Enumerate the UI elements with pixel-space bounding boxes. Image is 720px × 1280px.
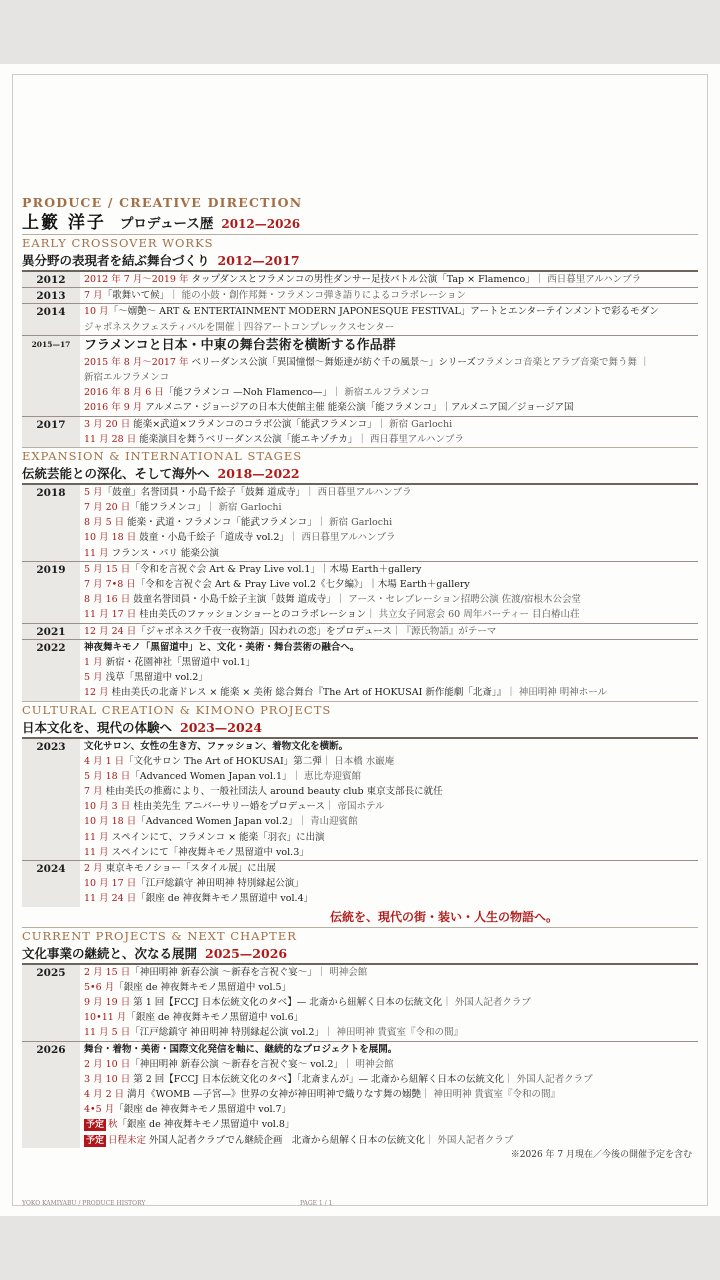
events-cell [80,964,698,1041]
section-years: 2012—2017 [217,253,300,268]
event-line [84,336,698,355]
event-date: 2012 年 7 月～2019 年 [84,274,189,285]
event-title: 「歌舞いて候」 [102,290,170,302]
event-line [84,485,698,500]
event-date: 4•5 月 [84,1104,115,1116]
event-venue: ｜ アース・セレブレーション招聘公演 佐渡/宿根木公会堂 [335,594,581,606]
event-line [84,655,698,670]
event-title: フラメンコと日本・中東の舞台芸術を横断する作品群 [84,337,396,353]
event-date: 4 月 1 日 [84,755,125,767]
event-line [84,876,698,891]
event-title: 「～嫋艶～ ART & ENTERTAINMENT MODERN JAPONESQUE FESTIVAL」アートとエンターテインメントで彩るモダン [108,306,659,318]
event-date: 9 月 19 日 [84,996,131,1008]
event-line [84,1072,698,1087]
footnote: ※2026 年 7 月現在／今後の開催予定を含む [510,1149,692,1160]
event-line [84,769,698,784]
timeline-row [22,738,698,861]
event-line [84,304,698,319]
event-title: 桂由美氏の推薦により、一般社団法人 around beauty club 東京支部長に就任 [102,786,443,798]
event-title: 能楽×武道×フラメンコのコラボ公演「能武フラメンコ」 [130,418,377,430]
event-date: 10 月 3 日 [84,801,131,813]
event-venue: ｜ 新宿 Garlochi [376,418,453,430]
section-heading: CULTURAL CREATION & KIMONO PROJECTS [22,701,698,718]
event-title: 「鼓童」名誉団員・小島千絵子「鼓舞 道成寺」 [102,486,306,498]
events-cell [80,639,698,700]
event-venue: ｜ 帝国ホテル [325,801,385,813]
events-cell [80,738,698,861]
event-line [84,577,698,592]
event-line [84,1025,698,1040]
event-date: 3 月 20 日 [84,418,131,430]
event-date: 11 月 [84,831,109,843]
section-subtitle [22,718,698,737]
document-title [22,212,698,234]
year-cell: 2014 [22,304,80,335]
year-cell: 2019 [22,561,80,623]
event-title: アルメニア・ジョージアの日本大使館主催 能楽公演「能フラメンコ」｜アルメニア国／ジョージア国 [142,402,574,414]
event-venue: フラメンコ音楽とアラブ音楽で舞う舞 ｜ [475,356,650,368]
event-date: 2016 年 8 月 6 日 [84,387,164,399]
events-cell [80,861,698,907]
timeline-row [22,335,698,416]
event-date: 10 月 [84,306,109,318]
event-venue: ｜ 西日暮里アルハンブラ [357,433,464,445]
event-line [84,640,698,655]
event-line [84,1102,698,1117]
event-line [84,861,698,876]
event-line [84,624,698,639]
section-subtitle [22,464,698,483]
event-line [84,385,698,400]
timeline-row [22,484,698,561]
planned-badge: 予定 [86,1120,105,1131]
event-date: 12 月 24 日 [84,625,137,637]
event-title: スペインにて「神夜舞キモノ黒留道中 vol.3」 [108,846,309,858]
timeline-table [22,270,698,447]
event-date: 5 月 [84,672,103,684]
event-title: 「神田明神 新春公演 ～新春を言祝ぐ宴～」 [130,966,317,978]
document-subtitle: プロデュース歴 [119,216,214,232]
event-date: 5 月 18 日 [84,770,131,782]
event-line [84,562,698,577]
event-line [84,1042,698,1057]
event-title: 「銀座 de 神夜舞キモノ黒留道中 vol.8」 [117,1119,295,1131]
event-venue: ｜ 外国人記者クラブ [504,1073,593,1085]
event-date: 1 月 [84,656,103,668]
event-venue: ｜ 西日暮里アルハンブラ [305,486,412,498]
event-venue: ｜ 能の小鼓・創作邦舞・フラメンコ弾き語りによるコラボレーション [169,290,466,302]
year-cell: 2015—17 [22,335,80,416]
event-title: 「能フラメンコ」 [130,502,206,514]
event-date: 10 月 17 日 [84,878,137,890]
event-line [84,355,698,370]
event-line [84,530,698,545]
event-venue: ｜ 神田明神 明神ホール [506,687,608,699]
timeline-row [22,416,698,447]
section-heading: EARLY CROSSOVER WORKS [22,234,698,251]
event-title: 「銀座 de 神夜舞キモノ黒留道中 vol.4」 [136,893,314,905]
document-content [22,194,698,1162]
event-date: 10 月 18 日 [84,816,137,828]
events-cell [80,623,698,639]
event-date: 11 月 [84,547,109,559]
event-date: 2015 年 8 月～2017 年 [84,356,189,368]
event-line [84,965,698,980]
timeline-table [22,963,698,1148]
event-line [84,607,698,622]
timeline-row [22,623,698,639]
event-venue: ｜ 恵比寿迎賓館 [291,770,362,782]
event-line [84,288,698,303]
document-page [0,64,720,1216]
page-footer [22,1200,698,1207]
events-cell [80,484,698,561]
event-venue: ｜ 青山迎賓館 [297,816,358,828]
event-date: 7 月 7•8 日 [84,579,136,590]
event-venue: 新宿エルフラメンコ [84,371,170,383]
event-title: 「ジャポネスク千夜一夜物語」囚われの恋」をプロデュース [136,625,392,637]
event-date: 12 月 [84,687,109,699]
event-title: スペインにて、フラメンコ × 能楽「羽衣」に出演 [108,831,325,843]
event-venue: ｜『源氏物語』がテーマ [391,625,497,637]
event-line [84,685,698,700]
event-venue: ｜ 新宿エルフラメンコ [331,387,430,399]
event-title: 東京キモノショー「スタイル展」に出展 [102,863,276,874]
timeline-row [22,561,698,623]
timeline-row [22,964,698,1041]
event-title: 「Advanced Women Japan vol.2」 [136,816,298,828]
section-years: 2025—2026 [205,945,288,961]
event-line [84,670,698,685]
year-cell: 2012 [22,271,80,288]
timeline-row [22,639,698,700]
timeline-row [22,271,698,288]
footer-label: YOKO KAMIYABU / PRODUCE HISTORY [22,1200,146,1207]
event-title: 浅草「黒留道中 vol.2」 [102,672,208,684]
event-line [84,845,698,860]
event-date: 5•6 月 [84,981,115,993]
event-title: 「江戸総鎮守 神田明神 特別縁起公演」 [136,878,304,890]
events-cell [80,304,698,335]
timeline-row [22,1041,698,1148]
event-line [84,980,698,995]
event-line [84,432,698,447]
event-title: 「銀座 de 神夜舞キモノ黒留道中 vol.5」 [114,981,292,993]
event-title: 「令和を言祝ぐ会 Art & Pray Live vol.2《七夕編》」｜木場 Earth＋gallery [135,579,470,590]
event-venue: ｜ 新宿 Garlochi [205,502,282,514]
event-venue: ｜ 共立女子同窓会 60 周年パーティー 目白椿山荘 [366,609,580,621]
event-title: 桂由美氏のファッションショーとのコラボレーション [136,609,367,621]
event-date: 7 月 [84,290,103,302]
year-cell: 2018 [22,484,80,561]
year-cell: 2022 [22,639,80,700]
event-date: 10 月 18 日 [84,532,137,544]
event-venue: ｜ 明神会館 [342,1058,394,1070]
event-date: 11 月 5 日 [84,1027,131,1039]
event-title: 神夜舞キモノ「黒留道中」と、文化・美術・舞台芸術の融合へ。 [84,641,360,653]
event-date: 秋 [108,1119,118,1131]
event-line [84,1117,698,1132]
event-date: 2016 年 9 月 [84,402,143,414]
event-line [84,784,698,799]
event-venue: ｜ 明神会館 [316,966,368,978]
section-subtitle-text: 文化事業の継続と、次なる展開 [22,945,198,961]
section-subtitle [22,944,698,963]
year-cell: 2017 [22,416,80,447]
event-title: 第 1 回【FCCJ 日本伝統文化のタベ】— 北斎から紐解く日本の伝統文化 [130,996,443,1008]
event-title: 「令和を言祝ぐ会 Art & Pray Live vol.1」｜木場 Earth＋gallery [130,563,422,575]
document-years: 2012—2026 [221,217,301,231]
event-line [84,272,698,287]
producer-name: 上籔 洋子 [22,213,106,233]
timeline-table [22,483,698,701]
event-title: 外国人記者クラブでん継続企画 北斎から紐解く日本の伝統文化 [146,1134,425,1146]
event-date: 8 月 5 日 [84,517,125,529]
event-title: 「能フラメンコ —Noh Flamenco—」 [163,387,332,399]
event-line [84,1010,698,1025]
event-line [84,320,698,335]
event-line [84,891,698,906]
event-venue: ｜ 新宿 Garlochi [316,517,393,529]
event-date: 11 月 24 日 [84,893,137,905]
event-date: 3 月 10 日 [84,1073,131,1085]
event-title: 「Advanced Women Japan vol.1」 [130,770,292,782]
event-line [84,417,698,432]
section-subtitle-text: 異分野の表現者を結ぶ舞台づくり [22,253,210,268]
events-cell [80,271,698,288]
year-cell: 2025 [22,964,80,1041]
events-cell [80,288,698,304]
event-title: 「江戸総鎮守 神田明神 特別縁起公演 vol.2」 [130,1027,324,1039]
event-date: 11 月 17 日 [84,609,137,621]
event-date: 8 月 16 日 [84,594,131,606]
event-venue: ジャポネスクフェスティバルを開催｜四谷アートコンプレックスセンター [84,321,395,333]
event-date: 10•11 月 [84,1012,127,1024]
event-line [84,995,698,1010]
event-title: 「文化サロン The Art of HOKUSAI」第二弾 [124,755,322,767]
event-title: 第 2 回【FCCJ 日本伝統文化のタベ】「北斎まんが」— 北斎から紐解く日本の伝統文化 [130,1073,505,1085]
event-venue: ｜ 西日暮里アルハンブラ [288,532,396,544]
year-cell: 2024 [22,861,80,907]
section-years: 2018—2022 [217,465,300,481]
year-cell: 2023 [22,738,80,861]
event-title: 能楽演目を舞うベリーダンス公演「能エキゾチカ」 [136,433,358,445]
section-heading: CURRENT PROJECTS & NEXT CHAPTER [22,927,698,944]
event-date: 7 月 20 日 [84,502,131,514]
event-date: 2 月 15 日 [84,966,131,978]
timeline-row [22,861,698,907]
event-venue: ｜ 外国人記者クラブ [442,996,531,1008]
events-cell [80,561,698,623]
event-line [84,739,698,754]
event-title: 鼓童・小島千絵子「道成寺 vol.2」 [136,532,289,544]
event-title: 能楽・武道・フラメンコ「能武フラメンコ」 [124,517,317,529]
event-line [84,592,698,607]
timeline-row [22,288,698,304]
event-line [84,546,698,561]
event-date: 5 月 15 日 [84,563,131,575]
event-title: 桂由美先生 アニバーサリー婚をプロデュース [130,801,326,813]
event-line [84,515,698,530]
event-date: 日程未定 [108,1134,147,1146]
events-cell [80,335,698,416]
timeline-row [22,304,698,335]
event-venue: ｜ 神田明神 貴賓室『令和の間』 [323,1027,463,1039]
event-line [84,754,698,769]
event-line [84,1087,698,1102]
event-line [84,830,698,845]
event-title: ベリーダンス公演「異国憧憬～舞姫達が紡ぐ千の風景～」シリーズ [188,356,476,368]
section-subtitle-text: 日本文化を、現代の体験へ [22,719,173,735]
section-tagline: 伝統を、現代の街・装い・人生の物語へ。 [329,909,558,924]
event-line [84,1133,698,1148]
section-heading: EXPANSION & INTERNATIONAL STAGES [22,447,698,464]
header-label: PRODUCE / CREATIVE DIRECTION [22,195,303,210]
event-title: 文化サロン、女性の生き方、ファッション、着物文化を横断。 [84,740,349,752]
year-cell: 2026 [22,1041,80,1148]
page-number: PAGE 1 / 1 [300,1200,333,1207]
section-years: 2023—2024 [180,719,263,735]
event-title: 「神田明神 新春公演 ～新春を言祝ぐ宴～ vol.2」 [130,1058,343,1070]
year-cell: 2021 [22,623,80,639]
section-subtitle-text: 伝統芸能との深化、そして海外へ [22,465,210,481]
event-date: 2 月 10 日 [84,1058,131,1070]
event-date: 11 月 28 日 [84,433,137,445]
event-title: 舞台・着物・美術・国際文化発信を軸に、継続的なプロジェクトを展開。 [84,1043,398,1055]
event-title: 新宿・花園神社「黒留道中 vol.1」 [102,656,256,668]
event-title: 「銀座 de 神夜舞キモノ黒留道中 vol.7」 [114,1104,292,1116]
event-line [84,799,698,814]
event-line [84,400,698,415]
event-date: 2 月 [84,863,103,874]
timeline-table [22,737,698,907]
event-date: 4 月 2 日 [84,1089,125,1101]
event-line [84,370,698,385]
event-venue: ｜ 日本橋 水巌庵 [321,755,395,767]
event-line [84,814,698,829]
event-title: タップダンスとフラメンコの男性ダンサー足技バトル公演「Tap × Flamenco」 [188,274,535,285]
planned-badge: 予定 [86,1135,105,1146]
event-venue: ｜ 神田明神 貴賓室『令和の間』 [420,1089,561,1101]
event-venue: ｜ 外国人記者クラブ [424,1134,514,1146]
events-cell [80,416,698,447]
section-subtitle [22,251,698,270]
event-line [84,1057,698,1072]
event-venue: ｜ 西日暮里アルハンブラ [534,274,642,285]
event-title: 桂由美氏の北斎ドレス × 能楽 × 美術 総合舞台『The Art of HOKUSAI 新作能劇「北斎」』 [108,687,507,699]
sections-container [22,234,698,1162]
event-title: 鼓童名誉団員・小島千絵子主演「鼓舞 道成寺」 [130,594,336,606]
event-date: 11 月 [84,846,109,858]
events-cell [80,1041,698,1148]
event-title: フランス・パリ 能楽公演 [108,547,219,559]
event-title: 満月《WOMB —子宮—》世界の女神が神田明神で織りなす舞の嫋艶 [124,1089,421,1101]
year-cell: 2013 [22,288,80,304]
event-line [84,500,698,515]
event-date: 5 月 [84,486,103,498]
event-title: 「銀座 de 神夜舞キモノ黒留道中 vol.6」 [126,1012,304,1024]
event-date: 7 月 [84,786,103,798]
